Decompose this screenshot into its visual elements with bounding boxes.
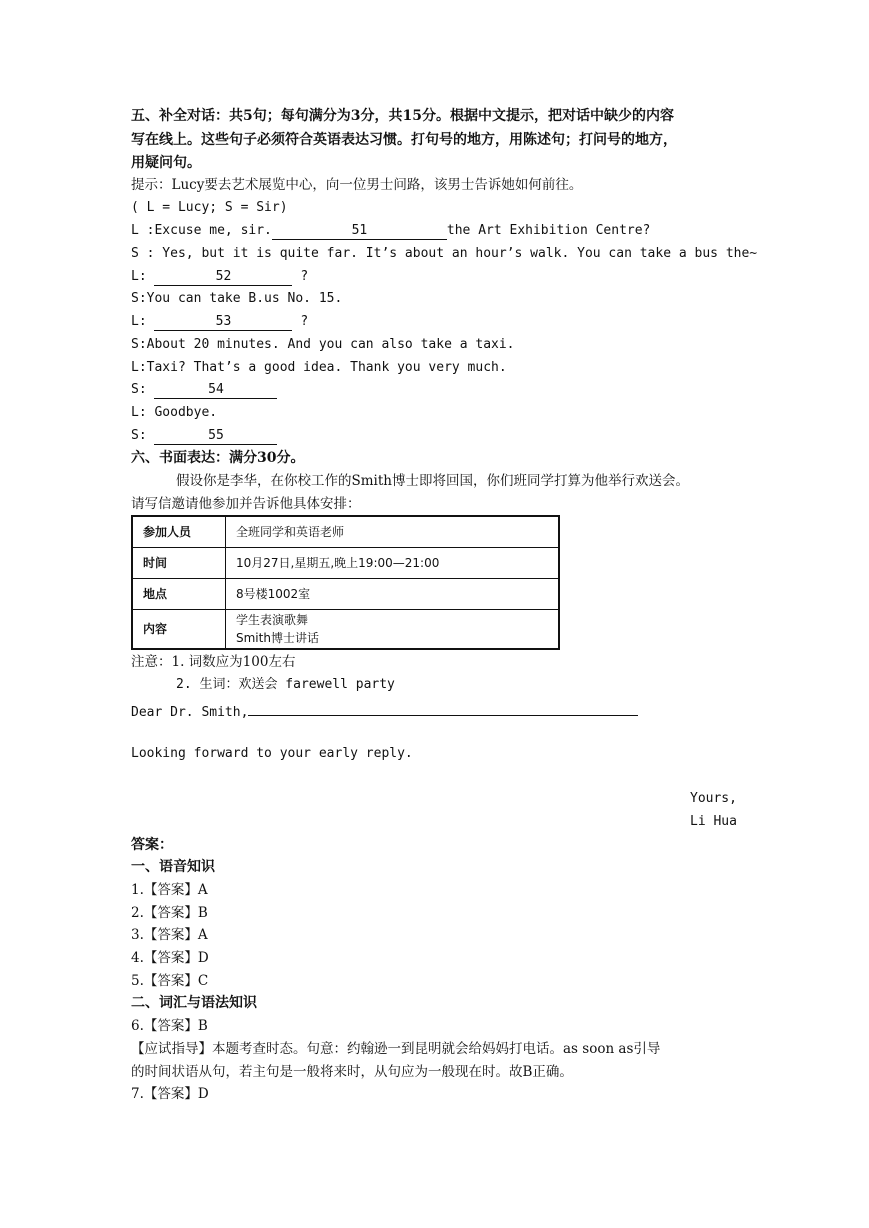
section5-heading-3: 用疑问句。 <box>131 155 201 171</box>
letter-writing-line[interactable] <box>248 698 638 716</box>
dialogue-line-l1 <box>131 221 650 241</box>
table-value: 全班同学和英语老师 <box>226 516 560 547</box>
table-value <box>226 609 560 649</box>
answer-blank-53[interactable]: 53 <box>154 313 292 331</box>
answer-item: 4.【答案】D <box>131 950 209 966</box>
table-key: 参加人员 <box>132 516 226 547</box>
answer-blank-51[interactable]: 51 <box>272 222 447 240</box>
table-value-line: Smith博士讲话 <box>236 630 319 645</box>
writing-prompt: 假设你是李华，在你校工作的Smith博士即将回国，你们班同学打算为他举行欢送会。 <box>176 473 689 489</box>
answer-item: 2.【答案】B <box>131 905 208 921</box>
answer-blank-52[interactable]: 52 <box>154 268 292 286</box>
answer-item: 7.【答案】D <box>131 1086 209 1102</box>
table-value: 10月27日,星期五,晚上19:00—21:00 <box>226 547 560 578</box>
dialogue-line-l4: L:Taxi? That’s a good idea. Thank you very much. <box>131 360 507 375</box>
dialogue-line-l3 <box>131 312 308 332</box>
answer-item: 3.【答案】A <box>131 927 208 943</box>
line-text: S: <box>131 382 155 397</box>
salutation: Dear Dr. Smith, <box>131 705 249 720</box>
dialogue-line-s4 <box>131 380 277 400</box>
dialogue-hint: 提示：Lucy要去艺术展览中心，向一位男士问路，该男士告诉她如何前往。 <box>131 177 583 193</box>
answer-guide-2: 的时间状语从句，若主句是一般将来时，从句应为一般现在时。故B正确。 <box>131 1064 573 1080</box>
speaker-legend: ( L = Lucy; S = Sir) <box>131 200 288 215</box>
dialogue-line-l5: L: Goodbye. <box>131 405 218 420</box>
line-text: L :Excuse me, sir. <box>131 223 272 238</box>
question-mark: ? <box>300 269 309 284</box>
table-row <box>132 547 559 578</box>
table-row <box>132 578 559 609</box>
salutation-line <box>131 698 638 723</box>
section5-heading-2: 写在线上。这些句子必须符合英语表达习惯。打句号的地方，用陈述句；打问号的地方， <box>131 132 677 148</box>
dialogue-line-s2: S:You can take B.us No. 15. <box>131 291 343 306</box>
note-1: 注意：1. 词数应为100左右 <box>131 654 296 670</box>
signature-name: Li Hua <box>690 814 737 829</box>
table-value-line: 学生表演歌舞 <box>236 612 309 627</box>
question-mark: ? <box>300 314 309 329</box>
table-row <box>132 516 559 547</box>
line-text: the Art Exhibition Centre? <box>446 223 651 238</box>
answer-blank-54[interactable]: 54 <box>154 381 277 399</box>
answers-part1-heading: 一、语音知识 <box>131 859 215 875</box>
writing-prompt-2: 请写信邀请他参加并告诉他具体安排： <box>131 496 361 512</box>
answers-part2-heading: 二、词汇与语法知识 <box>131 995 257 1011</box>
answer-item: 5.【答案】C <box>131 973 209 989</box>
arrangement-table <box>131 515 560 650</box>
table-key: 地点 <box>132 578 226 609</box>
line-text: S: <box>131 428 155 443</box>
line-text: L: <box>131 314 155 329</box>
answers-heading: 答案： <box>131 837 173 853</box>
answer-guide: 【应试指导】本题考查时态。句意：约翰逊一到昆明就会给妈妈打电话。as soon as引导 <box>131 1041 661 1057</box>
answer-item: 6.【答案】B <box>131 1018 208 1034</box>
dialogue-line-s1: S : Yes, but it is quite far. It’s about an hour’s walk. You can take a bus the~ <box>131 246 758 261</box>
table-value: 8号楼1002室 <box>226 578 560 609</box>
section6-heading: 六、书面表达：满分30分。 <box>131 450 305 466</box>
section5-heading: 五、补全对话：共5句；每句满分为3分，共15分。根据中文提示，把对话中缺少的内容 <box>131 108 674 124</box>
table-row <box>132 609 559 649</box>
answer-blank-55[interactable]: 55 <box>154 427 277 445</box>
table-key: 内容 <box>132 609 226 649</box>
closing-line: Looking forward to your early reply. <box>131 746 413 761</box>
answer-item: 1.【答案】A <box>131 882 208 898</box>
table-key: 时间 <box>132 547 226 578</box>
dialogue-line-s5 <box>131 426 277 446</box>
line-text: L: <box>131 269 155 284</box>
dialogue-line-s3: S:About 20 minutes. And you can also take a taxi. <box>131 337 515 352</box>
sign-off: Yours, <box>690 791 737 806</box>
dialogue-line-l2 <box>131 267 308 287</box>
note-2: 2. 生词：欢送会 farewell party <box>176 677 395 692</box>
